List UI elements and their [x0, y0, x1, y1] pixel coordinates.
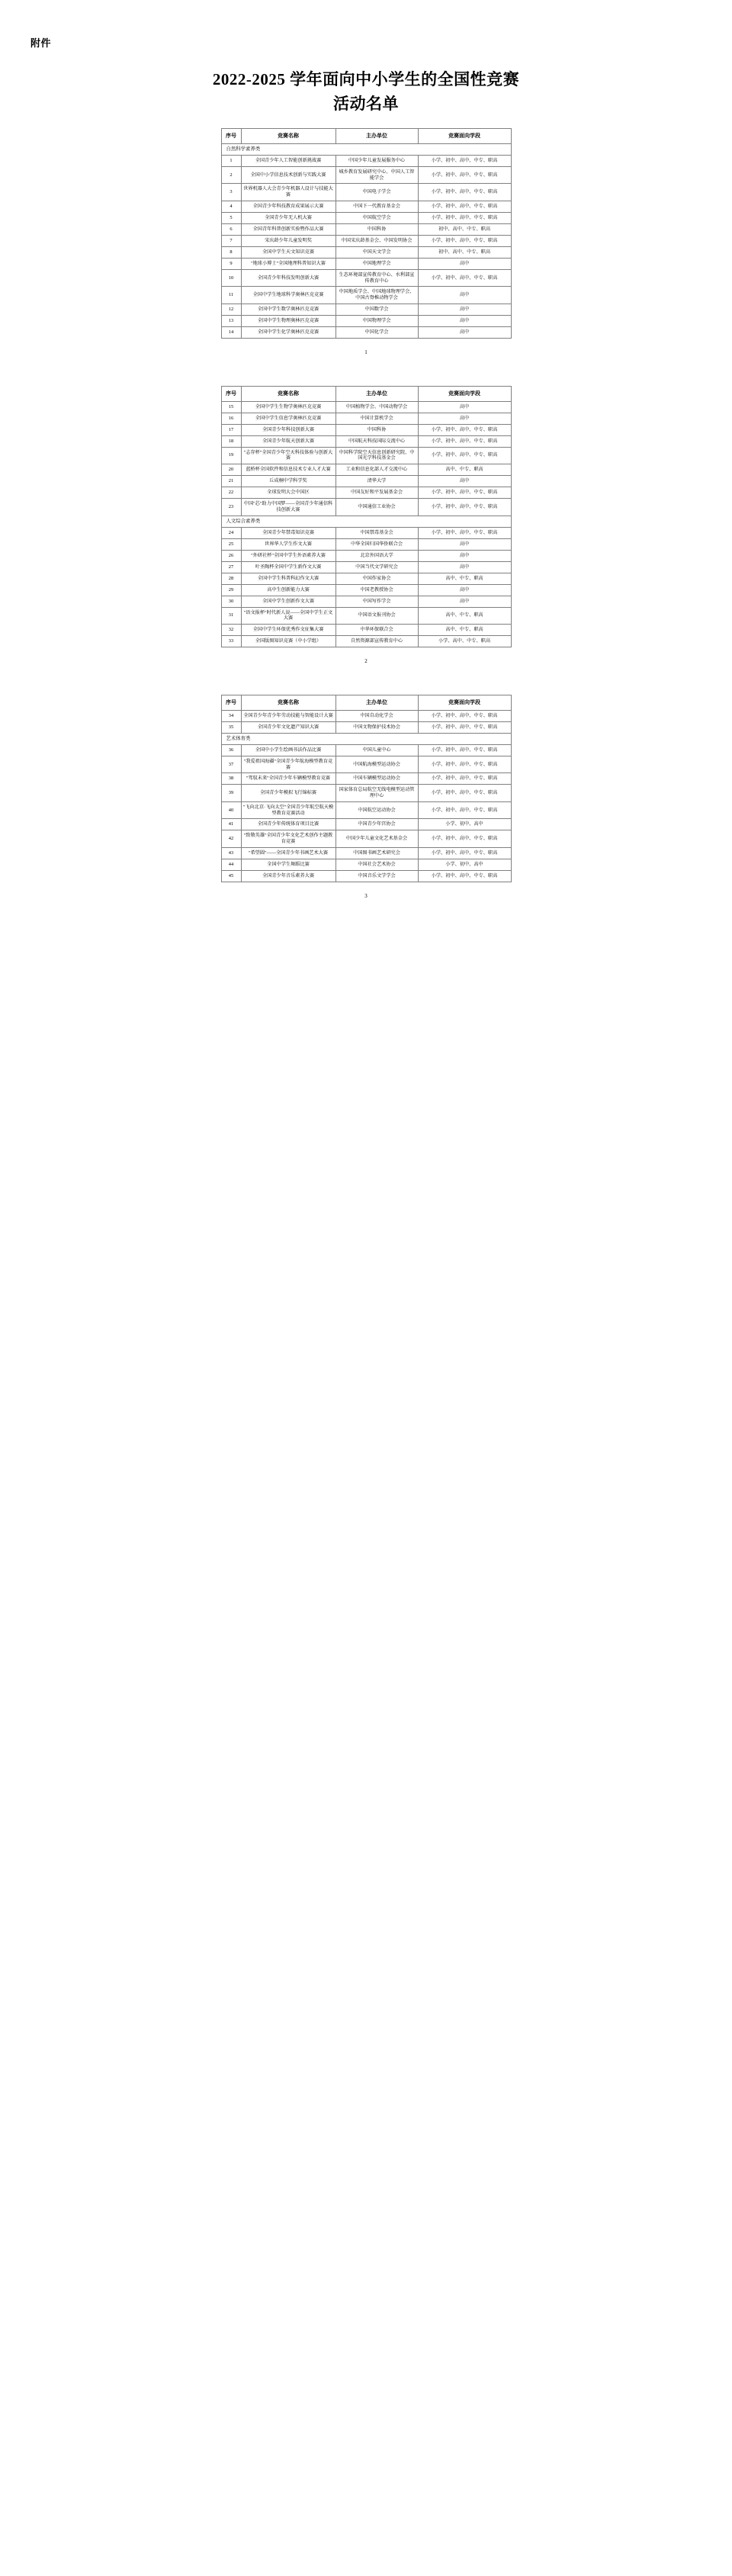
table-wrapper — [0, 128, 732, 339]
cell-organizer: 中华环保联合会 — [336, 625, 418, 636]
table-row — [221, 744, 511, 756]
table-row — [221, 756, 511, 773]
cell-no: 26 — [221, 550, 241, 561]
column-header-organizer: 主办单位 — [336, 386, 418, 401]
cell-stage: 高中、中专、职高 — [418, 464, 511, 476]
title-line-2: 活动名单 — [333, 94, 399, 113]
cell-no: 25 — [221, 538, 241, 550]
page-number: 3 — [364, 892, 368, 899]
page-title — [0, 50, 732, 128]
cell-organizer: 中国计算机学会 — [336, 413, 418, 424]
cell-stage: 小学、初中、高中、中专、职高 — [418, 487, 511, 499]
pages-container — [0, 128, 732, 904]
table-row — [221, 710, 511, 721]
table-row — [221, 464, 511, 476]
cell-no: 33 — [221, 636, 241, 647]
title-line-1: 2022-2025 学年面向中小学生的全国性竞赛 — [212, 70, 520, 88]
column-header-no: 序号 — [221, 386, 241, 401]
cell-no: 32 — [221, 625, 241, 636]
cell-no: 14 — [221, 326, 241, 338]
cell-stage: 高中、中专、职高 — [418, 573, 511, 584]
cell-no: 16 — [221, 413, 241, 424]
cell-competition-name: 全国青少年音乐素养大赛 — [241, 870, 336, 882]
table-row — [221, 499, 511, 516]
cell-organizer: 中国下一代教育基金会 — [336, 201, 418, 212]
cell-no: 4 — [221, 201, 241, 212]
cell-stage: 小学、初中、高中、中专、职高 — [418, 235, 511, 246]
cell-no: 27 — [221, 561, 241, 573]
cell-competition-name: 全国青少年无人机大赛 — [241, 212, 336, 223]
cell-stage: 小学、初中、高中、中专、职高 — [418, 499, 511, 516]
table-row — [221, 573, 511, 584]
cell-stage: 初中、高中、中专、职高 — [418, 246, 511, 258]
cell-stage: 小学、初中、高中、中专、职高 — [418, 424, 511, 435]
cell-stage: 小学、初中、高中 — [418, 819, 511, 830]
cell-stage: 小学、初中、高中、中专、职高 — [418, 785, 511, 802]
cell-no: 36 — [221, 744, 241, 756]
table-row — [221, 435, 511, 447]
cell-no: 12 — [221, 304, 241, 315]
cell-organizer: 中国车辆模型运动协会 — [336, 773, 418, 785]
cell-competition-name: 全国中学生天文知识竞赛 — [241, 246, 336, 258]
cell-no: 45 — [221, 870, 241, 882]
cell-organizer: 中国友好和平发展基金会 — [336, 487, 418, 499]
table-row — [221, 212, 511, 223]
competition-page — [0, 128, 732, 360]
cell-organizer: 中国植物学会、中国动物学会 — [336, 401, 418, 413]
cell-stage: 高中、中专、职高 — [418, 607, 511, 625]
category-row — [221, 516, 511, 527]
cell-stage: 高中 — [418, 538, 511, 550]
table-row — [221, 315, 511, 326]
cell-no: 42 — [221, 830, 241, 848]
table-row — [221, 269, 511, 287]
cell-organizer: 中华全国归国华侨联合会 — [336, 538, 418, 550]
cell-organizer: 中国化学会 — [336, 326, 418, 338]
cell-competition-name: 宋庆龄少年儿童发明奖 — [241, 235, 336, 246]
cell-no: 30 — [221, 596, 241, 607]
table-row — [221, 859, 511, 870]
attachment-label: 附件 — [30, 37, 52, 49]
table-row — [221, 413, 511, 424]
cell-organizer: 中国宋庆龄基金会、中国发明协会 — [336, 235, 418, 246]
cell-no: 31 — [221, 607, 241, 625]
cell-organizer: 中国写作学会 — [336, 596, 418, 607]
cell-stage: 小学、初中、高中、中专、职高 — [418, 710, 511, 721]
cell-stage: 小学、初中、高中、中专、职高 — [418, 830, 511, 848]
cell-stage: 高中 — [418, 476, 511, 487]
cell-no: 44 — [221, 859, 241, 870]
cell-stage: 高中 — [418, 401, 511, 413]
table-row — [221, 246, 511, 258]
page-number: 1 — [364, 348, 368, 355]
competition-page — [0, 695, 732, 904]
table-row — [221, 304, 511, 315]
cell-no: 40 — [221, 801, 241, 819]
cell-competition-name: 全国中小学生绘画书法作品比赛 — [241, 744, 336, 756]
column-header-name: 竞赛名称 — [241, 695, 336, 711]
cell-organizer: 中国通信工业协会 — [336, 499, 418, 516]
cell-organizer: 中国文物保护技术协会 — [336, 721, 418, 733]
cell-no: 18 — [221, 435, 241, 447]
document-page — [0, 0, 732, 904]
table-row — [221, 819, 511, 830]
cell-competition-name: 全国版图知识竞赛（中小学组） — [241, 636, 336, 647]
cell-competition-name: 全国中学生舞蹈比赛 — [241, 859, 336, 870]
cell-organizer: 中国自动化学会 — [336, 710, 418, 721]
cell-no: 24 — [221, 527, 241, 538]
cell-organizer: 中国禁毒基金会 — [336, 527, 418, 538]
table-row — [221, 166, 511, 184]
cell-competition-name: 全国青少年模拟飞行锦标赛 — [241, 785, 336, 802]
cell-competition-name: 全国中学生生物学奥林匹克竞赛 — [241, 401, 336, 413]
table-row — [221, 847, 511, 859]
cell-stage: 小学、初中、高中、中专、职高 — [418, 801, 511, 819]
cell-organizer: 中国航空学会 — [336, 212, 418, 223]
cell-organizer: 中国科协 — [336, 424, 418, 435]
page-number: 2 — [364, 658, 368, 664]
table-row — [221, 527, 511, 538]
cell-no: 35 — [221, 721, 241, 733]
cell-no: 3 — [221, 184, 241, 201]
cell-stage: 高中 — [418, 550, 511, 561]
cell-no: 1 — [221, 155, 241, 166]
page-break — [0, 669, 732, 695]
cell-competition-name: 全国中学生数学奥林匹克竞赛 — [241, 304, 336, 315]
cell-organizer: 中国儿童中心 — [336, 744, 418, 756]
cell-organizer: 自然资源部宣传教育中心 — [336, 636, 418, 647]
competition-table — [221, 128, 512, 339]
cell-stage: 初中、高中、中专、职高 — [418, 223, 511, 235]
cell-organizer: 中国当代文学研究会 — [336, 561, 418, 573]
table-header-row — [221, 129, 511, 144]
cell-organizer: 中国图书画艺术研究会 — [336, 847, 418, 859]
cell-competition-name: 叶圣陶杯全国中学生新作文大赛 — [241, 561, 336, 573]
category-label: 艺术体育类 — [221, 733, 511, 744]
table-header-row — [221, 695, 511, 711]
table-row — [221, 550, 511, 561]
cell-stage: 小学、初中、高中、中专、职高 — [418, 269, 511, 287]
cell-stage: 高中 — [418, 315, 511, 326]
cell-no: 23 — [221, 499, 241, 516]
cell-competition-name: 全国青少年航天创新大赛 — [241, 435, 336, 447]
cell-organizer: 中国航空运动协会 — [336, 801, 418, 819]
cell-no: 17 — [221, 424, 241, 435]
cell-competition-name: 中国"芯"助力中国梦——全国青少年通信科技创新大赛 — [241, 499, 336, 516]
table-row — [221, 487, 511, 499]
table-row — [221, 223, 511, 235]
table-row — [221, 625, 511, 636]
table-row — [221, 326, 511, 338]
cell-organizer: 中国音乐文学学会 — [336, 870, 418, 882]
cell-no: 38 — [221, 773, 241, 785]
cell-organizer: 中国数学会 — [336, 304, 418, 315]
cell-stage: 高中、中专、职高 — [418, 625, 511, 636]
cell-organizer: 中国地质学会、中国地球物理学会、中国古脊椎动物学会 — [336, 287, 418, 304]
cell-stage: 小学、初中、高中、中专、职高 — [418, 155, 511, 166]
column-header-stage: 竞赛面向学段 — [418, 695, 511, 711]
cell-organizer: 中国科协 — [336, 223, 418, 235]
table-row — [221, 721, 511, 733]
cell-stage: 小学、高中、中专、职高 — [418, 636, 511, 647]
column-header-name: 竞赛名称 — [241, 129, 336, 144]
table-row — [221, 155, 511, 166]
table-row — [221, 870, 511, 882]
cell-stage: 小学、初中、高中、中专、职高 — [418, 435, 511, 447]
column-header-name: 竞赛名称 — [241, 386, 336, 401]
page-break — [0, 360, 732, 386]
table-row — [221, 447, 511, 464]
table-row — [221, 287, 511, 304]
cell-no: 28 — [221, 573, 241, 584]
competition-page — [0, 386, 732, 669]
cell-competition-name: 世界机器人大会青少年机器人设计与技能大赛 — [241, 184, 336, 201]
cell-stage: 小学、初中、高中、中专、职高 — [418, 744, 511, 756]
cell-organizer: 中国少年儿童文化艺术基金会 — [336, 830, 418, 848]
cell-organizer: 中国青少年宫协会 — [336, 819, 418, 830]
cell-no: 29 — [221, 584, 241, 596]
table-row — [221, 476, 511, 487]
cell-stage: 小学、初中、高中、中专、职高 — [418, 847, 511, 859]
cell-competition-name: 世界华人学生作文大赛 — [241, 538, 336, 550]
cell-competition-name: 全国青少年文化遗产知识大赛 — [241, 721, 336, 733]
cell-competition-name: 全国青少年科技发明创新大赛 — [241, 269, 336, 287]
cell-no: 5 — [221, 212, 241, 223]
cell-stage: 高中 — [418, 584, 511, 596]
cell-stage: 高中 — [418, 258, 511, 269]
cell-competition-name: 全国青少年禁毒知识竞赛 — [241, 527, 336, 538]
cell-no: 20 — [221, 464, 241, 476]
cell-competition-name: "地球小博士"全国地理科普知识大赛 — [241, 258, 336, 269]
cell-organizer: 中国老教授协会 — [336, 584, 418, 596]
cell-competition-name: "我爱祖国海疆"全国青少年航海模型教育竞赛 — [241, 756, 336, 773]
cell-stage: 高中 — [418, 561, 511, 573]
table-row — [221, 538, 511, 550]
cell-organizer: 北京外国语大学 — [336, 550, 418, 561]
competition-table — [221, 695, 512, 882]
cell-no: 41 — [221, 819, 241, 830]
table-row — [221, 235, 511, 246]
cell-stage: 高中 — [418, 304, 511, 315]
cell-organizer: 中国航海模型运动协会 — [336, 756, 418, 773]
table-row — [221, 607, 511, 625]
cell-stage: 小学、初中、高中、中专、职高 — [418, 527, 511, 538]
cell-stage: 小学、初中、高中、中专、职高 — [418, 184, 511, 201]
cell-stage: 小学、初中、高中、中专、职高 — [418, 201, 511, 212]
cell-organizer: 中国社会艺术协会 — [336, 859, 418, 870]
cell-no: 37 — [221, 756, 241, 773]
cell-organizer: 中国科学院空天信息创新研究院、中国光学科技基金会 — [336, 447, 418, 464]
cell-organizer: 清华大学 — [336, 476, 418, 487]
cell-organizer: 生态环境部宣传教育中心、水利部宣传教育中心 — [336, 269, 418, 287]
cell-stage: 小学、初中、高中、中专、职高 — [418, 756, 511, 773]
cell-organizer: 中国电子学会 — [336, 184, 418, 201]
cell-no: 39 — [221, 785, 241, 802]
cell-competition-name: 蓝桥杯全国软件和信息技术专业人才大赛 — [241, 464, 336, 476]
cell-no: 21 — [221, 476, 241, 487]
table-row — [221, 258, 511, 269]
table-row — [221, 401, 511, 413]
cell-competition-name: "飞向北京·飞向太空"全国青少年航空航天模型教育竞赛活动 — [241, 801, 336, 819]
category-label: 人文综合素养类 — [221, 516, 511, 527]
cell-organizer: 中国物理学会 — [336, 315, 418, 326]
table-wrapper — [0, 386, 732, 647]
cell-stage: 小学、初中、高中、中专、职高 — [418, 870, 511, 882]
cell-competition-name: 高中生创新能力大赛 — [241, 584, 336, 596]
cell-stage: 小学、初中、高中、中专、职高 — [418, 447, 511, 464]
cell-stage: 高中 — [418, 287, 511, 304]
column-header-stage: 竞赛面向学段 — [418, 129, 511, 144]
table-row — [221, 785, 511, 802]
cell-no: 19 — [221, 447, 241, 464]
cell-competition-name: 全国中小学信息技术创新与实践大赛 — [241, 166, 336, 184]
cell-organizer: 中国航天科技国际交流中心 — [336, 435, 418, 447]
column-header-no: 序号 — [221, 129, 241, 144]
table-row — [221, 773, 511, 785]
cell-competition-name: 全国中学生化学奥林匹克竞赛 — [241, 326, 336, 338]
cell-competition-name: "希望圆"——全国青少年书画艺术大赛 — [241, 847, 336, 859]
cell-competition-name: 全国青少年青少年劳动技能与智能设计大赛 — [241, 710, 336, 721]
cell-competition-name: 全国中学生物理奥林匹克竞赛 — [241, 315, 336, 326]
cell-no: 22 — [221, 487, 241, 499]
cell-competition-name: 全国青少年科技教育成果展示大赛 — [241, 201, 336, 212]
table-wrapper — [0, 695, 732, 882]
column-header-organizer: 主办单位 — [336, 129, 418, 144]
category-row — [221, 733, 511, 744]
cell-stage: 高中 — [418, 596, 511, 607]
table-row — [221, 201, 511, 212]
table-row — [221, 584, 511, 596]
cell-stage: 高中 — [418, 413, 511, 424]
column-header-stage: 竞赛面向学段 — [418, 386, 511, 401]
table-row — [221, 801, 511, 819]
category-row — [221, 143, 511, 155]
table-row — [221, 184, 511, 201]
table-row — [221, 424, 511, 435]
cell-competition-name: 全国中学生科普科幻作文大赛 — [241, 573, 336, 584]
table-row — [221, 596, 511, 607]
column-header-organizer: 主办单位 — [336, 695, 418, 711]
cell-organizer: 中国天文学会 — [336, 246, 418, 258]
cell-no: 2 — [221, 166, 241, 184]
cell-organizer: 工业和信息化部人才交流中心 — [336, 464, 418, 476]
cell-competition-name: 全国青少年科技创新大赛 — [241, 424, 336, 435]
cell-competition-name: "驾驭未来"全国青少年车辆模型教育竞赛 — [241, 773, 336, 785]
cell-competition-name: 全国中学生信息学奥林匹克竞赛 — [241, 413, 336, 424]
cell-organizer: 中国作家协会 — [336, 573, 418, 584]
cell-competition-name: 丘成桐中学科学奖 — [241, 476, 336, 487]
cell-no: 13 — [221, 315, 241, 326]
table-row — [221, 636, 511, 647]
cell-organizer: 城乡教育发展研究中心、中国人工智能学会 — [336, 166, 418, 184]
column-header-no: 序号 — [221, 695, 241, 711]
cell-competition-name: 全国青年科普创新实验暨作品大赛 — [241, 223, 336, 235]
cell-organizer: 国家体育总局航空无线电模型运动管理中心 — [336, 785, 418, 802]
cell-no: 34 — [221, 710, 241, 721]
table-row — [221, 561, 511, 573]
cell-no: 10 — [221, 269, 241, 287]
cell-competition-name: 全国中学生环保优秀作文征集大赛 — [241, 625, 336, 636]
competition-table — [221, 386, 512, 647]
cell-organizer: 中国地理学会 — [336, 258, 418, 269]
cell-stage: 小学、初中、高中 — [418, 859, 511, 870]
cell-competition-name: 全国青少年传统体育项目比赛 — [241, 819, 336, 830]
cell-stage: 小学、初中、高中、中专、职高 — [418, 773, 511, 785]
cell-competition-name: 全国中学生地球科学奥林匹克竞赛 — [241, 287, 336, 304]
cell-stage: 小学、初中、高中、中专、职高 — [418, 721, 511, 733]
cell-organizer: 中国少年儿童发展服务中心 — [336, 155, 418, 166]
cell-competition-name: "致敬英雄"全国青少年文化艺术创作主题教育竞赛 — [241, 830, 336, 848]
cell-no: 11 — [221, 287, 241, 304]
cell-competition-name: "语文报杯"时代新人说——全国中学生正文大赛 — [241, 607, 336, 625]
cell-no: 7 — [221, 235, 241, 246]
cell-no: 43 — [221, 847, 241, 859]
cell-competition-name: "志存杯"全国青少年空天科技体验与创新大赛 — [241, 447, 336, 464]
cell-competition-name: 全国中学生创新作文大赛 — [241, 596, 336, 607]
cell-competition-name: "外研社杯"全国中学生外语素养大赛 — [241, 550, 336, 561]
table-row — [221, 830, 511, 848]
cell-no: 8 — [221, 246, 241, 258]
cell-no: 15 — [221, 401, 241, 413]
cell-stage: 高中 — [418, 326, 511, 338]
cell-competition-name: 全球发明大会中国区 — [241, 487, 336, 499]
cell-stage: 小学、初中、高中、中专、职高 — [418, 212, 511, 223]
cell-organizer: 中国语文报刊协会 — [336, 607, 418, 625]
cell-no: 9 — [221, 258, 241, 269]
category-label: 自然科学素养类 — [221, 143, 511, 155]
table-header-row — [221, 386, 511, 401]
cell-no: 6 — [221, 223, 241, 235]
cell-competition-name: 全国青少年人工智能创新挑战赛 — [241, 155, 336, 166]
cell-stage: 小学、初中、高中、中专、职高 — [418, 166, 511, 184]
